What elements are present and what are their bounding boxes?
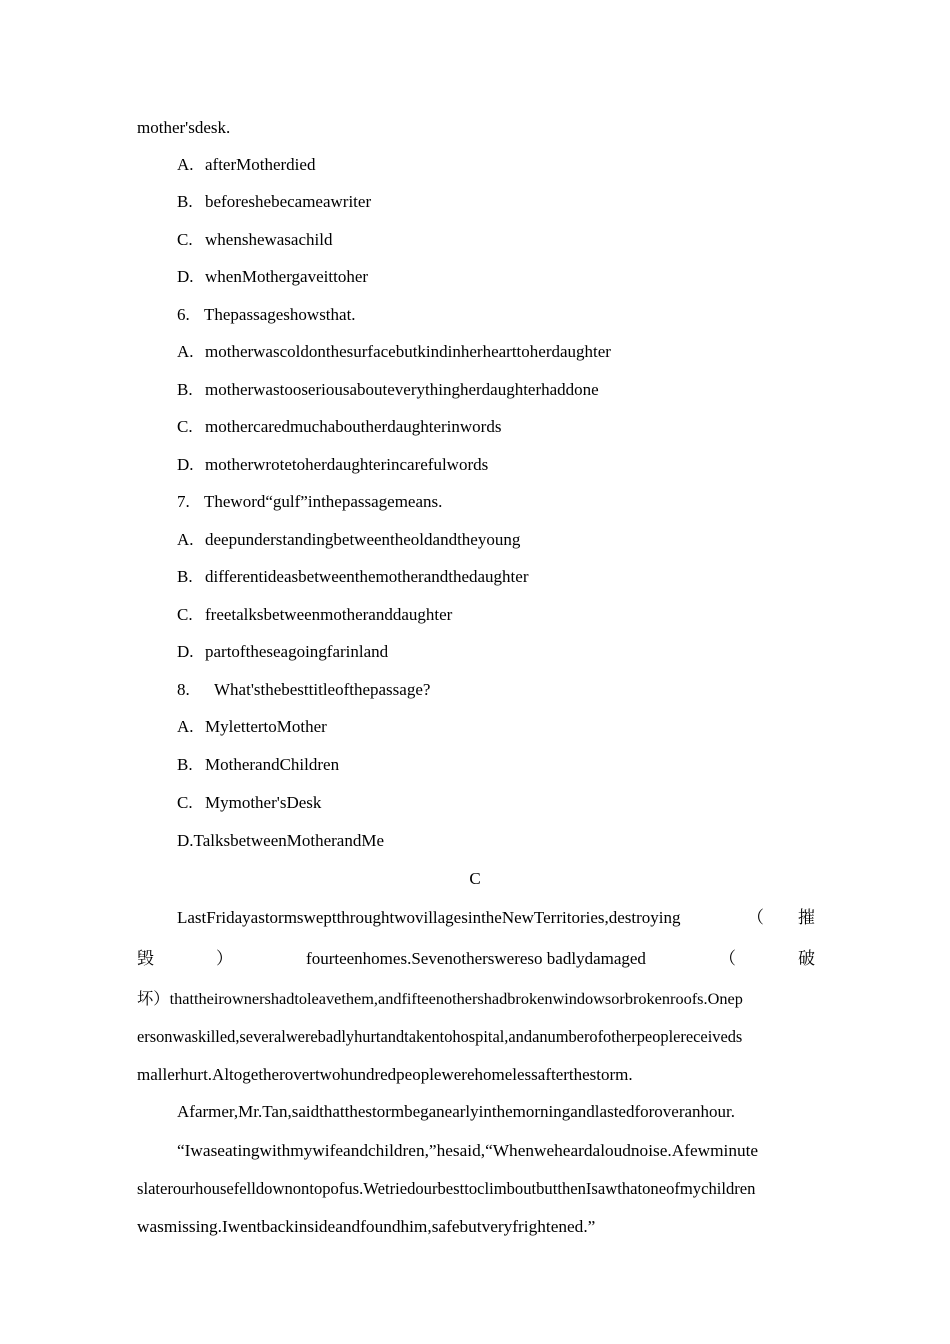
passage-p2: Afarmer,Mr.Tan,saidthatthestormbeganearlyinthemorningandlastedforoveranhour.: [177, 1102, 736, 1121]
q5-option-c: C. whenshewasachild: [177, 230, 333, 249]
passage-p3-line3: wasmissing.Iwentbackinsideandfoundhim,safebutveryfrightened.”: [137, 1217, 596, 1236]
q8-option-b: B. MotherandChildren: [177, 755, 340, 774]
q6-option-c: C. mothercaredmuchaboutherdaughterinwords: [177, 417, 502, 436]
question-8: 8. What'sthebesttitleofthepassage?: [177, 680, 431, 699]
passage-p1-line5: mallerhurt.Altogetherovertwohundredpeoplewerehomelessafterthestorm.: [137, 1065, 633, 1084]
q7-option-c: C. freetalksbetweenmotheranddaughter: [177, 605, 453, 624]
q7-option-b: B. differentideasbetweenthemotherandthedaughter: [177, 567, 529, 586]
q7-option-a: A. deepunderstandingbetweentheoldandtheyoung: [177, 530, 521, 549]
passage-p3-line1: “Iwaseatingwithmywifeandchildren,”hesaid,“Whenweheardaloudnoise.Afewminute: [177, 1141, 759, 1160]
q8-option-a: A. MylettertoMother: [177, 717, 327, 736]
passage-p3-line2: slaterourhousefelldownontopofus.WetriedourbesttoclimboutbutthenIsawthatoneofmychildren: [137, 1179, 756, 1198]
passage-p1-line4: ersonwaskilled,severalwerebadlyhurtandtakentohospital,andanumberofotherpeoplereceiveds: [137, 1027, 743, 1046]
section-heading: C: [469, 869, 481, 888]
q8-option-c: C. Mymother'sDesk: [177, 793, 322, 812]
q6-option-a: A. motherwascoldonthesurfacebutkindinherhearttoherdaughter: [177, 342, 611, 361]
q6-option-b: B. motherwastooseriousabouteverythingherdaughterhaddone: [177, 380, 599, 399]
lead-line: mother'sdesk.: [137, 118, 231, 137]
q5-option-a: A. afterMotherdied: [177, 155, 316, 174]
question-7: 7. Theword“gulf”inthepassagemeans.: [177, 492, 443, 511]
passage-p1-line3: 坏）thattheirownershadtoleavethem,andfifteenothershadbrokenwindowsorbrokenroofs.Onep: [137, 989, 743, 1008]
q5-option-d: D. whenMothergaveittoher: [177, 267, 369, 286]
q8-option-d: D.TalksbetweenMotherandMe: [177, 831, 384, 850]
q6-option-d: D. motherwrotetoherdaughterincarefulwords: [177, 455, 489, 474]
passage-p1-line2: 毁 ） fourteenhomes.Sevenotherswereso badlydamaged （ 破: [137, 949, 815, 968]
question-6: 6. Thepassageshowsthat.: [177, 305, 356, 324]
q5-option-b: B. beforeshebecameawriter: [177, 192, 372, 211]
q7-option-d: D. partoftheseagoingfarinland: [177, 642, 389, 661]
passage-p1-line1: LastFridayastormsweptthroughtwovillagesintheNewTerritories,destroying （ 摧: [177, 908, 815, 927]
